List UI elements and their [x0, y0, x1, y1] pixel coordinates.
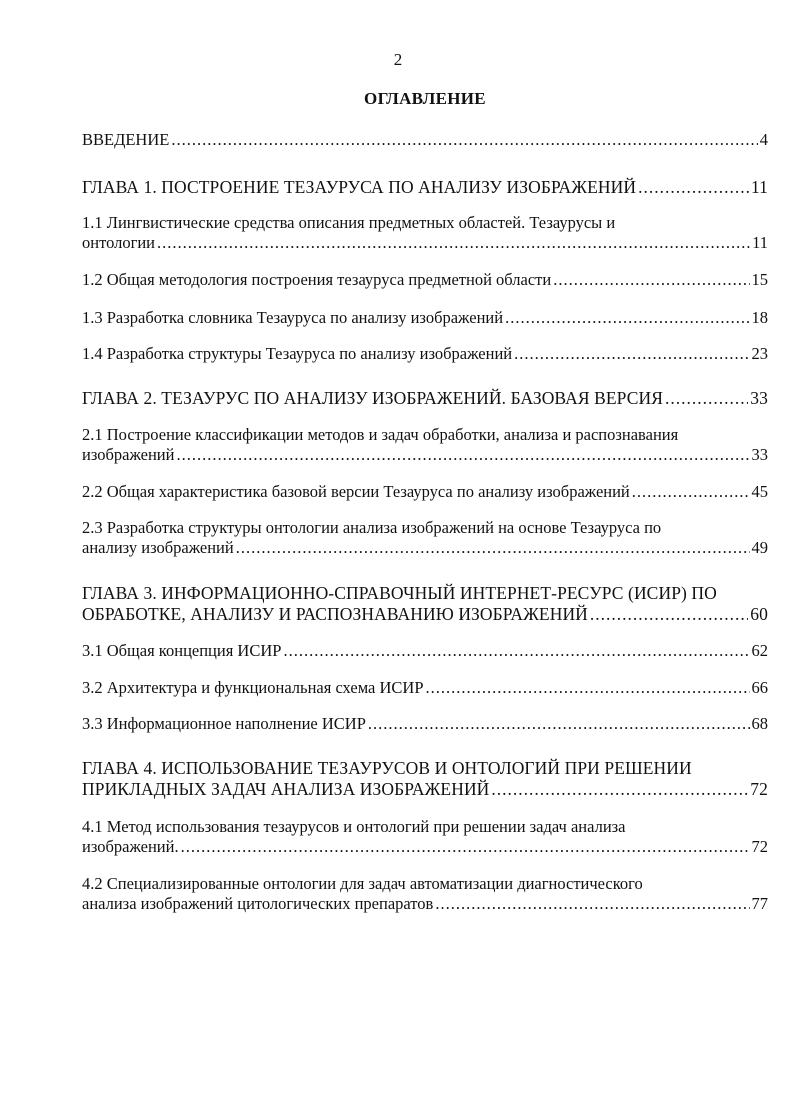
toc-entry-title: 3.2 Архитектура и функциональная схема ИСИР: [82, 678, 424, 697]
toc-entry-title-line1: 2.1 Построение классификации методов и задач обработки, анализа и распознавания: [82, 425, 679, 444]
leader-dots: [368, 714, 750, 734]
leader-dots: [638, 177, 749, 198]
toc-page-number: 15: [751, 270, 768, 289]
toc-entry-2-3: [82, 518, 768, 558]
toc-entry-title: ГЛАВА 1. ПОСТРОЕНИЕ ТЕЗАУРУСА ПО АНАЛИЗУ ИЗОБРАЖЕНИЙ: [82, 177, 637, 197]
leader-dots: [435, 894, 749, 914]
toc-entry-4-2: [82, 874, 768, 914]
toc-title: ОГЛАВЛЕНИЕ: [364, 89, 486, 108]
leader-dots: [157, 233, 750, 253]
toc-entry-2-2: [82, 482, 768, 502]
toc-entry-title-line1: ГЛАВА 4. ИСПОЛЬЗОВАНИЕ ТЕЗАУРУСОВ И ОНТОЛОГИЙ ПРИ РЕШЕНИИ: [82, 758, 692, 778]
toc-page-number: 49: [751, 538, 768, 557]
toc-entry-title-line1: 1.1 Лингвистические средства описания предметных областей. Тезаурусы и: [82, 213, 616, 232]
toc-page-number: 60: [750, 604, 768, 624]
toc-page-number: 66: [751, 678, 768, 697]
toc-entry-title: ПРИКЛАДНЫХ ЗАДАЧ АНАЛИЗА ИЗОБРАЖЕНИЙ: [82, 779, 490, 799]
toc-page-number: 18: [751, 308, 768, 327]
leader-dots: [491, 779, 748, 800]
page-number: 2: [393, 50, 403, 69]
toc-entry-2-1: [82, 425, 768, 465]
toc-entry-title: онтологии: [82, 233, 156, 252]
toc-page-number: 4: [759, 130, 768, 149]
toc-entry-chapter-4: [82, 758, 768, 800]
toc-page-number: 68: [751, 714, 768, 733]
toc-page-number: 11: [750, 177, 768, 197]
toc-entry-chapter-3: [82, 583, 768, 625]
toc-page-number: 23: [751, 344, 768, 363]
toc-entry-1-4: [82, 344, 768, 364]
toc-entry-title: изображений: [82, 445, 175, 464]
toc-entry-title-line1: ГЛАВА 3. ИНФОРМАЦИОННО-СПРАВОЧНЫЙ ИНТЕРНЕТ-РЕСУРС (ИСИР) ПО: [82, 583, 717, 603]
toc-page-number: 45: [751, 482, 768, 501]
toc-entry-title: ОБРАБОТКЕ, АНАЛИЗУ И РАСПОЗНАВАНИЮ ИЗОБРАЖЕНИЙ: [82, 604, 588, 624]
toc-page-number: 33: [750, 388, 768, 408]
toc-entry-3-1: [82, 641, 768, 661]
toc-page-number: 77: [751, 894, 768, 913]
toc-entry-1-3: [82, 308, 768, 328]
toc-entry-1-2: [82, 270, 768, 290]
toc-entry-3-3: [82, 714, 768, 734]
toc-entry-title-line1: 4.2 Специализированные онтологии для задач автоматизации диагностического: [82, 874, 643, 893]
leader-dots: [181, 837, 750, 857]
toc-entry-title: анализа изображений цитологических препаратов: [82, 894, 434, 913]
toc-page-number: 11: [752, 233, 768, 252]
toc-entry-4-1: [82, 817, 768, 857]
toc-entry-title-line1: 4.1 Метод использования тезаурусов и онтологий при решении задач анализа: [82, 817, 626, 836]
leader-dots: [632, 482, 750, 502]
toc-entry-introduction: [82, 130, 768, 150]
toc-page-number: 72: [751, 837, 768, 856]
toc-entry-title: 2.2 Общая характеристика базовой версии Тезауруса по анализу изображений: [82, 482, 630, 501]
toc-entry-3-2: [82, 678, 768, 698]
toc-page-number: 72: [750, 779, 768, 799]
toc-entry-title-line1: 2.3 Разработка структуры онтологии анализа изображений на основе Тезауруса по: [82, 518, 662, 537]
leader-dots: [176, 445, 749, 465]
toc-entry-1-1: [82, 213, 768, 253]
toc-page-number: 33: [751, 445, 768, 464]
leader-dots: [426, 678, 750, 698]
toc-entry-title: изображений.: [82, 837, 179, 856]
leader-dots: [590, 604, 748, 625]
toc-entry-chapter-1: [82, 177, 768, 198]
toc-entry-title: 3.1 Общая концепция ИСИР: [82, 641, 282, 660]
toc-entry-title: 1.4 Разработка структуры Тезауруса по анализу изображений: [82, 344, 513, 363]
toc-entry-title: ГЛАВА 2. ТЕЗАУРУС ПО АНАЛИЗУ ИЗОБРАЖЕНИЙ. БАЗОВАЯ ВЕРСИЯ: [82, 388, 663, 408]
leader-dots: [283, 641, 749, 661]
leader-dots: [236, 538, 750, 558]
toc-entry-title: 3.3 Информационное наполнение ИСИР: [82, 714, 366, 733]
toc-entry-chapter-2: [82, 388, 768, 409]
leader-dots: [514, 344, 749, 364]
leader-dots: [553, 270, 749, 290]
toc-entry-title: анализу изображений: [82, 538, 234, 557]
toc-entry-title: ВВЕДЕНИЕ: [82, 130, 170, 149]
toc-entry-title: 1.2 Общая методология построения тезауруса предметной области: [82, 270, 552, 289]
leader-dots: [171, 130, 757, 150]
toc-page-number: 62: [751, 641, 768, 660]
leader-dots: [505, 308, 749, 328]
toc-entry-title: 1.3 Разработка словника Тезауруса по анализу изображений: [82, 308, 504, 327]
leader-dots: [665, 388, 748, 409]
